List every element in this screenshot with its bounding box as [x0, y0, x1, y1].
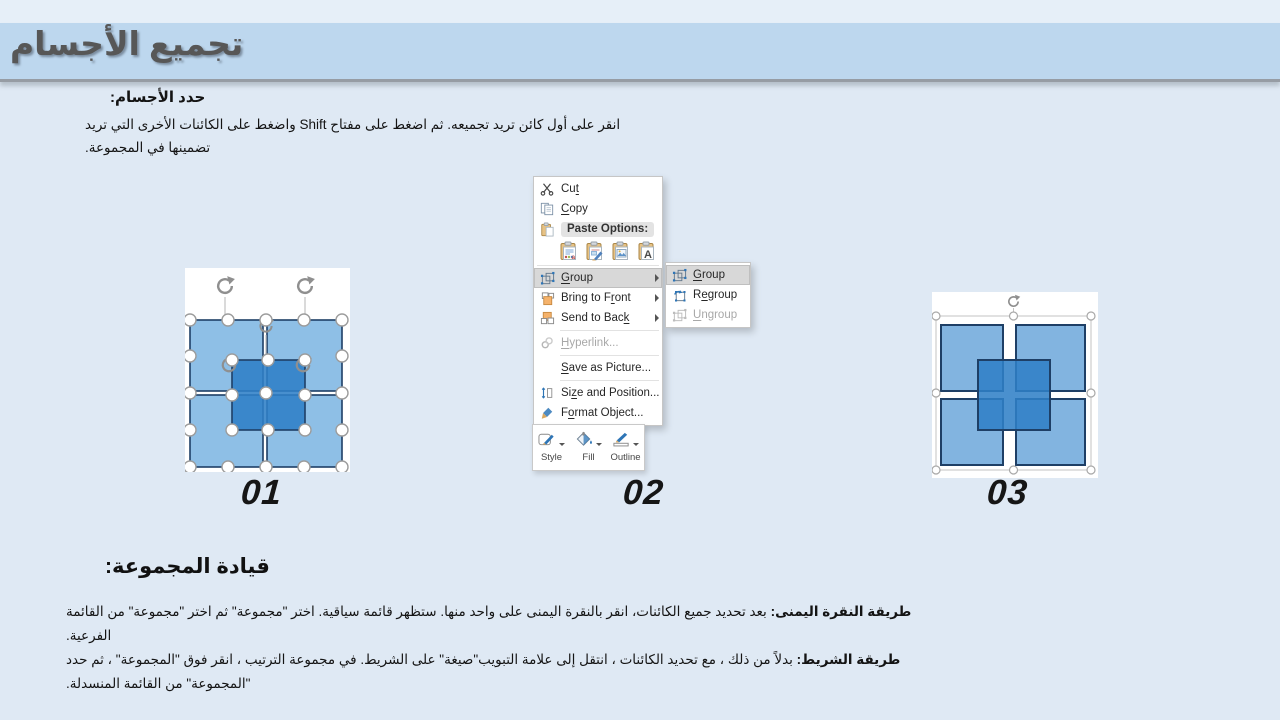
style-button[interactable]: [535, 432, 569, 463]
group-section-line: طريقة النقرة اليمنى: بعد تحديد جميع الكائنات، انقر بالنقرة اليمنى على واحد منها. ستظهر قائمة سياقية. اختر "مجموعة" ثم اختر "مجموعة" من القائمة: [66, 604, 912, 619]
toolbar-button-label: Outline: [610, 452, 641, 463]
menu-item-label: Ungroup: [693, 309, 738, 321]
select-objects-section: [85, 88, 765, 159]
shape-outline-icon: [612, 431, 631, 452]
menu-separator: [537, 265, 659, 266]
ungroup-icon: [668, 308, 690, 323]
submenu-item-group[interactable]: [666, 265, 750, 285]
bring-to-front-icon: [536, 291, 558, 306]
paste-keep-source-formatting-icon[interactable]: [558, 241, 579, 262]
group-icon: [668, 268, 690, 283]
menu-item-label: Format Object...: [561, 407, 644, 419]
menu-separator: [560, 380, 659, 381]
header-band: [0, 23, 1280, 82]
submenu-arrow-icon: [655, 314, 659, 322]
menu-item-group[interactable]: [534, 268, 662, 288]
paste-options-label: Paste Options:: [561, 222, 654, 237]
step-number-3: 03: [985, 473, 1030, 512]
clipboard-paste-icon: [536, 222, 558, 237]
menu-item-save-as-picture[interactable]: [534, 358, 662, 378]
mini-toolbar: [532, 424, 645, 471]
menu-item-label: Regroup: [693, 289, 738, 301]
toolbar-button-label: Fill: [582, 452, 595, 463]
menu-item-cut[interactable]: [534, 179, 662, 199]
size-position-icon: [536, 386, 558, 400]
send-to-back-icon: [536, 311, 558, 326]
menu-item-label: Group: [693, 269, 725, 281]
hyperlink-icon: [536, 336, 558, 350]
page-title: تجميع الأجسام: [10, 25, 244, 62]
menu-item-format-object[interactable]: [534, 403, 662, 423]
paste-options-row: [534, 239, 662, 263]
group-leading-heading: قيادة المجموعة:: [105, 555, 270, 578]
outline-button[interactable]: [609, 432, 643, 463]
shape-fill-icon: [575, 431, 594, 452]
step-number-2: 02: [621, 473, 666, 512]
group-section-line: "المجموعة" من القائمة المنسدلة.: [66, 676, 251, 691]
dropdown-caret-icon: [633, 443, 639, 446]
menu-item-paste-options: [534, 219, 662, 239]
menu-item-hyperlink[interactable]: [534, 333, 662, 353]
submenu-arrow-icon: [655, 294, 659, 302]
copy-icon: [536, 202, 558, 216]
menu-item-label: Cut: [561, 183, 579, 195]
menu-item-label: Copy: [561, 203, 588, 215]
menu-item-label: Size and Position...: [561, 387, 660, 399]
menu-item-label: Save as Picture...: [561, 362, 652, 374]
format-object-icon: [536, 406, 558, 420]
svg-text:a: a: [571, 254, 575, 261]
paste-merge-formatting-icon[interactable]: [584, 241, 605, 262]
fill-button[interactable]: [572, 432, 606, 463]
menu-item-copy[interactable]: [534, 199, 662, 219]
select-objects-line: انقر على أول كائن تريد تجميعه. ثم اضغط على مفتاح Shift واضغط على الكائنات الأخرى التي تريد: [85, 117, 621, 132]
menu-item-label: Hyperlink...: [561, 337, 619, 349]
menu-separator: [560, 355, 659, 356]
submenu-item-ungroup[interactable]: [666, 305, 750, 325]
paste-as-picture-icon[interactable]: [610, 241, 631, 262]
selected-shapes-illustration: [185, 268, 350, 472]
group-section-line: طريقة الشريط: بدلاً من ذلك ، مع تحديد الكائنات ، انتقل إلى علامة التبويب"صيغة" على الشريط. في مجموعة الترتيب ، انقر فوق "المجموعة" ، ثم حدد: [66, 652, 901, 667]
menu-item-send-to-back[interactable]: [534, 308, 662, 328]
shape-style-icon: [538, 431, 557, 452]
svg-text:A: A: [643, 249, 652, 261]
context-menu: [533, 176, 663, 426]
paste-keep-text-only-icon[interactable]: [636, 241, 657, 262]
menu-item-bring-to-front[interactable]: [534, 288, 662, 308]
scissors-icon: [536, 182, 558, 196]
group-section-line: الفرعية.: [66, 628, 112, 643]
group-icon: [536, 271, 558, 286]
menu-item-label: Group: [561, 272, 593, 284]
group-submenu: [665, 262, 751, 328]
step-number-1: 01: [239, 473, 284, 512]
toolbar-button-label: Style: [540, 452, 563, 463]
menu-item-label: Send to Back: [561, 312, 630, 324]
menu-separator: [560, 330, 659, 331]
dropdown-caret-icon: [596, 443, 602, 446]
submenu-arrow-icon: [655, 274, 659, 282]
dropdown-caret-icon: [559, 443, 565, 446]
menu-item-size-and-position[interactable]: [534, 383, 662, 403]
submenu-item-regroup[interactable]: [666, 285, 750, 305]
select-objects-heading: حدد الأجسام:: [110, 89, 206, 106]
grouped-shapes-illustration: [932, 292, 1098, 478]
group-leading-section: [66, 600, 1061, 696]
regroup-icon: [668, 288, 690, 303]
menu-item-label: Bring to Front: [561, 292, 631, 304]
top-strip: [0, 0, 1280, 23]
select-objects-line: تضمينها في المجموعة.: [85, 140, 211, 155]
